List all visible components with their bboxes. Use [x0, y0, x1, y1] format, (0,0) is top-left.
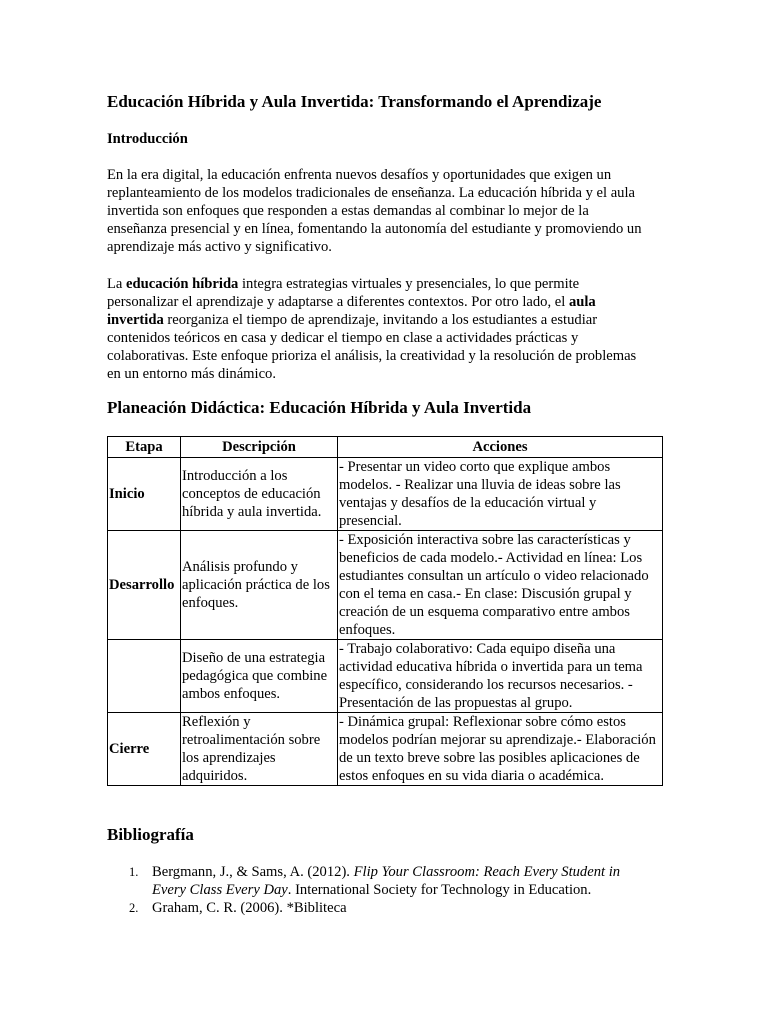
acciones-cell: - Dinámica grupal: Reflexionar sobre cómo estos modelos podrían mejorar su aprendizaje.- Elaboración de un texto breve sobre las posibles aplicaciones de estos enfoques en su vida diaria o académica.	[338, 713, 663, 786]
text-line: en un entorno más dinámico.	[107, 366, 277, 382]
book-title: Every Class Every Day	[152, 882, 288, 898]
list-number: 1.	[129, 865, 139, 879]
intro-heading: Introducción	[107, 131, 188, 147]
text-run: La	[107, 276, 127, 292]
table-row	[108, 458, 663, 531]
text-line: enseñanza presencial y en línea, fomentando la autonomía del estudiante y promoviendo un	[107, 221, 642, 237]
descripcion-cell: Análisis profundo y aplicación práctica de los enfoques.	[181, 531, 338, 640]
bold-term-flipped-classroom: aula	[568, 294, 596, 310]
etapa-cell: Desarrollo	[108, 531, 181, 640]
book-title: Flip Your Classroom: Reach Every Student in	[353, 864, 621, 880]
text-line: invertida son enfoques que responden a estas demandas al combinar lo mejor de la	[107, 203, 589, 219]
reference-line	[152, 881, 667, 899]
descripcion-cell: Reflexión y retroalimentación sobre los aprendizajes adquiridos.	[181, 713, 338, 786]
intro-paragraph-1	[107, 166, 667, 256]
descripcion-cell: Diseño de una estrategia pedagógica que combine ambos enfoques.	[181, 640, 338, 713]
list-item	[107, 863, 667, 899]
planning-table	[107, 436, 663, 786]
text-line: colaborativas. Este enfoque prioriza el análisis, la creatividad y la resolución de problemas	[107, 348, 637, 364]
text-run: integra estrategias virtuales y presenciales, lo que permite	[238, 276, 580, 292]
text-line: contenidos teóricos en casa y dedicar el tiempo en clase a actividades prácticas y	[107, 330, 579, 346]
reference-line: Graham, C. R. (2006). *Bibliteca	[152, 900, 347, 916]
descripcion-cell: Introducción a los conceptos de educación híbrida y aula invertida.	[181, 458, 338, 531]
table-header-row	[108, 437, 663, 458]
bold-term-flipped-classroom-cont: invertida	[107, 312, 164, 328]
bold-term-hybrid-education: educación híbrida	[126, 276, 239, 292]
acciones-cell: - Exposición interactiva sobre las características y beneficios de cada modelo.- Actividad en línea: Los estudiantes consultan un artículo o video relacionado con el tema en casa.- En clase: Discusión grupal y creación de un esquema comparativo entre ambos enfoques.	[338, 531, 663, 640]
reference-line	[152, 863, 667, 881]
plan-heading: Planeación Didáctica: Educación Híbrida y Aula Invertida	[107, 398, 532, 417]
bibliography-list	[107, 863, 667, 917]
table-row	[108, 713, 663, 786]
bibliography-heading: Bibliografía	[107, 825, 194, 844]
text-line	[107, 293, 667, 311]
text-line: En la era digital, la educación enfrenta nuevos desafíos y oportunidades que exigen un	[107, 167, 612, 183]
column-header-etapa: Etapa	[108, 437, 181, 458]
text-run: personalizar el aprendizaje y adaptarse a diferentes contextos. Por otro lado, el	[107, 294, 569, 310]
acciones-cell: - Presentar un video corto que explique ambos modelos. - Realizar una lluvia de ideas sobre las ventajas y desafíos de la educación virtual y presencial.	[338, 458, 663, 531]
column-header-acciones: Acciones	[338, 437, 663, 458]
etapa-cell: Inicio	[108, 458, 181, 531]
column-header-descripcion: Descripción	[181, 437, 338, 458]
intro-paragraph-2	[107, 275, 667, 383]
text-line	[107, 311, 667, 329]
table-row	[108, 640, 663, 713]
text-run: reorganiza el tiempo de aprendizaje, invitando a los estudiantes a estudiar	[163, 312, 598, 328]
list-number: 2.	[129, 901, 139, 915]
document-title: Educación Híbrida y Aula Invertida: Transformando el Aprendizaje	[107, 92, 602, 111]
text-line: aprendizaje más activo y significativo.	[107, 239, 332, 255]
table-row	[108, 531, 663, 640]
acciones-cell: - Trabajo colaborativo: Cada equipo diseña una actividad educativa híbrida o invertida para un tema específico, considerando los recursos necesarios. - Presentación de las propuestas al grupo.	[338, 640, 663, 713]
text-line	[107, 275, 667, 293]
text-run: . International Society for Technology in Education.	[287, 882, 592, 898]
list-item	[107, 899, 667, 917]
text-line: replanteamiento de los modelos tradicionales de enseñanza. La educación híbrida y el aula	[107, 185, 635, 201]
text-run: Bergmann, J., & Sams, A. (2012).	[152, 864, 354, 880]
etapa-cell	[108, 640, 181, 713]
etapa-cell: Cierre	[108, 713, 181, 786]
